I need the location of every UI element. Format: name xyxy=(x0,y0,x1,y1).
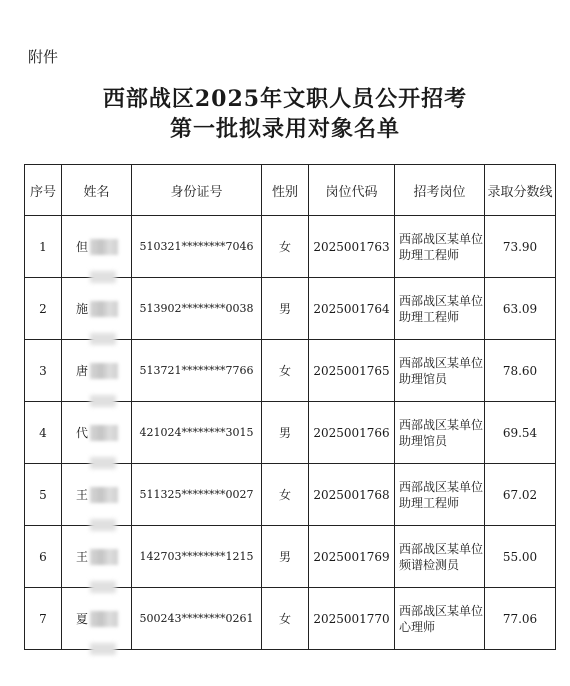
row-id-number: 513902********0038 xyxy=(132,278,262,340)
post-title: 心理师 xyxy=(399,619,436,634)
name-redaction xyxy=(90,239,118,255)
document-title-line2: 第一批拟录用对象名单 xyxy=(169,116,400,142)
row-gender: 男 xyxy=(262,402,309,464)
table-row xyxy=(25,278,556,340)
name-surname: 王 xyxy=(76,487,89,502)
post-title: 频谱检测员 xyxy=(399,557,460,572)
row-post-code: 2025001769 xyxy=(309,526,395,588)
document-title-line1: 西部战区2025年文职人员公开招考 xyxy=(102,86,468,112)
row-score: 73.90 xyxy=(485,216,556,278)
row-id-number: 513721********7766 xyxy=(132,340,262,402)
header-id: 身份证号 xyxy=(132,165,262,216)
row-id-number: 142703********1215 xyxy=(132,526,262,588)
attachment-label: 附件 xyxy=(28,48,59,66)
name-redaction xyxy=(90,487,118,503)
post-unit: 西部战区某单位 xyxy=(399,603,484,618)
post-title: 助理工程师 xyxy=(399,309,460,324)
row-post xyxy=(395,588,485,650)
row-gender: 男 xyxy=(262,526,309,588)
header-name: 姓名 xyxy=(62,165,132,216)
row-gender: 女 xyxy=(262,340,309,402)
header-post-code: 岗位代码 xyxy=(309,165,395,216)
row-score: 63.09 xyxy=(485,278,556,340)
name-surname: 代 xyxy=(76,425,89,440)
row-name xyxy=(62,340,132,402)
post-unit: 西部战区某单位 xyxy=(399,355,484,370)
row-score: 55.00 xyxy=(485,526,556,588)
name-surname: 但 xyxy=(76,239,89,254)
header-post: 招考岗位 xyxy=(395,165,485,216)
row-post xyxy=(395,216,485,278)
row-post xyxy=(395,402,485,464)
row-id-number: 421024********3015 xyxy=(132,402,262,464)
row-name xyxy=(62,278,132,340)
row-no: 2 xyxy=(25,278,62,340)
post-unit: 西部战区某单位 xyxy=(399,417,484,432)
table-row xyxy=(25,340,556,402)
name-surname: 王 xyxy=(76,549,89,564)
post-unit: 西部战区某单位 xyxy=(399,479,484,494)
post-title: 助理工程师 xyxy=(399,247,460,262)
name-redaction xyxy=(90,363,118,379)
row-name xyxy=(62,464,132,526)
admission-table xyxy=(24,164,556,650)
name-surname: 施 xyxy=(76,301,89,316)
row-id-number: 500243********0261 xyxy=(132,588,262,650)
name-surname: 唐 xyxy=(76,363,89,378)
row-post-code: 2025001764 xyxy=(309,278,395,340)
row-name xyxy=(62,216,132,278)
row-name xyxy=(62,526,132,588)
post-title: 助理工程师 xyxy=(399,495,460,510)
post-unit: 西部战区某单位 xyxy=(399,541,484,556)
row-id-number: 510321********7046 xyxy=(132,216,262,278)
row-post-code: 2025001770 xyxy=(309,588,395,650)
row-no: 4 xyxy=(25,402,62,464)
row-score: 78.60 xyxy=(485,340,556,402)
header-gender: 性别 xyxy=(262,165,309,216)
row-name xyxy=(62,402,132,464)
row-score: 77.06 xyxy=(485,588,556,650)
row-post-code: 2025001763 xyxy=(309,216,395,278)
name-redaction xyxy=(90,425,118,441)
table-row xyxy=(25,526,556,588)
name-redaction xyxy=(90,611,118,627)
row-post-code: 2025001766 xyxy=(309,402,395,464)
row-post xyxy=(395,526,485,588)
table-row xyxy=(25,216,556,278)
row-post-code: 2025001765 xyxy=(309,340,395,402)
row-score: 67.02 xyxy=(485,464,556,526)
row-no: 1 xyxy=(25,216,62,278)
name-surname: 夏 xyxy=(76,611,89,626)
post-title: 助理馆员 xyxy=(399,371,448,386)
header-no: 序号 xyxy=(25,165,62,216)
row-post xyxy=(395,464,485,526)
row-post xyxy=(395,278,485,340)
name-redaction xyxy=(90,549,118,565)
row-gender: 女 xyxy=(262,216,309,278)
row-gender: 女 xyxy=(262,464,309,526)
post-title: 助理馆员 xyxy=(399,433,448,448)
row-post xyxy=(395,340,485,402)
header-score: 录取分数线 xyxy=(485,165,556,216)
row-id-number: 511325********0027 xyxy=(132,464,262,526)
post-unit: 西部战区某单位 xyxy=(399,231,484,246)
row-score: 69.54 xyxy=(485,402,556,464)
row-gender: 女 xyxy=(262,588,309,650)
name-redaction xyxy=(90,301,118,317)
row-no: 6 xyxy=(25,526,62,588)
row-gender: 男 xyxy=(262,278,309,340)
row-no: 3 xyxy=(25,340,62,402)
row-post-code: 2025001768 xyxy=(309,464,395,526)
table-row xyxy=(25,588,556,650)
row-no: 7 xyxy=(25,588,62,650)
row-no: 5 xyxy=(25,464,62,526)
table-row xyxy=(25,402,556,464)
table-header-row xyxy=(25,165,556,216)
post-unit: 西部战区某单位 xyxy=(399,293,484,308)
row-name xyxy=(62,588,132,650)
name-redaction-smudge xyxy=(90,643,116,655)
table-row xyxy=(25,464,556,526)
